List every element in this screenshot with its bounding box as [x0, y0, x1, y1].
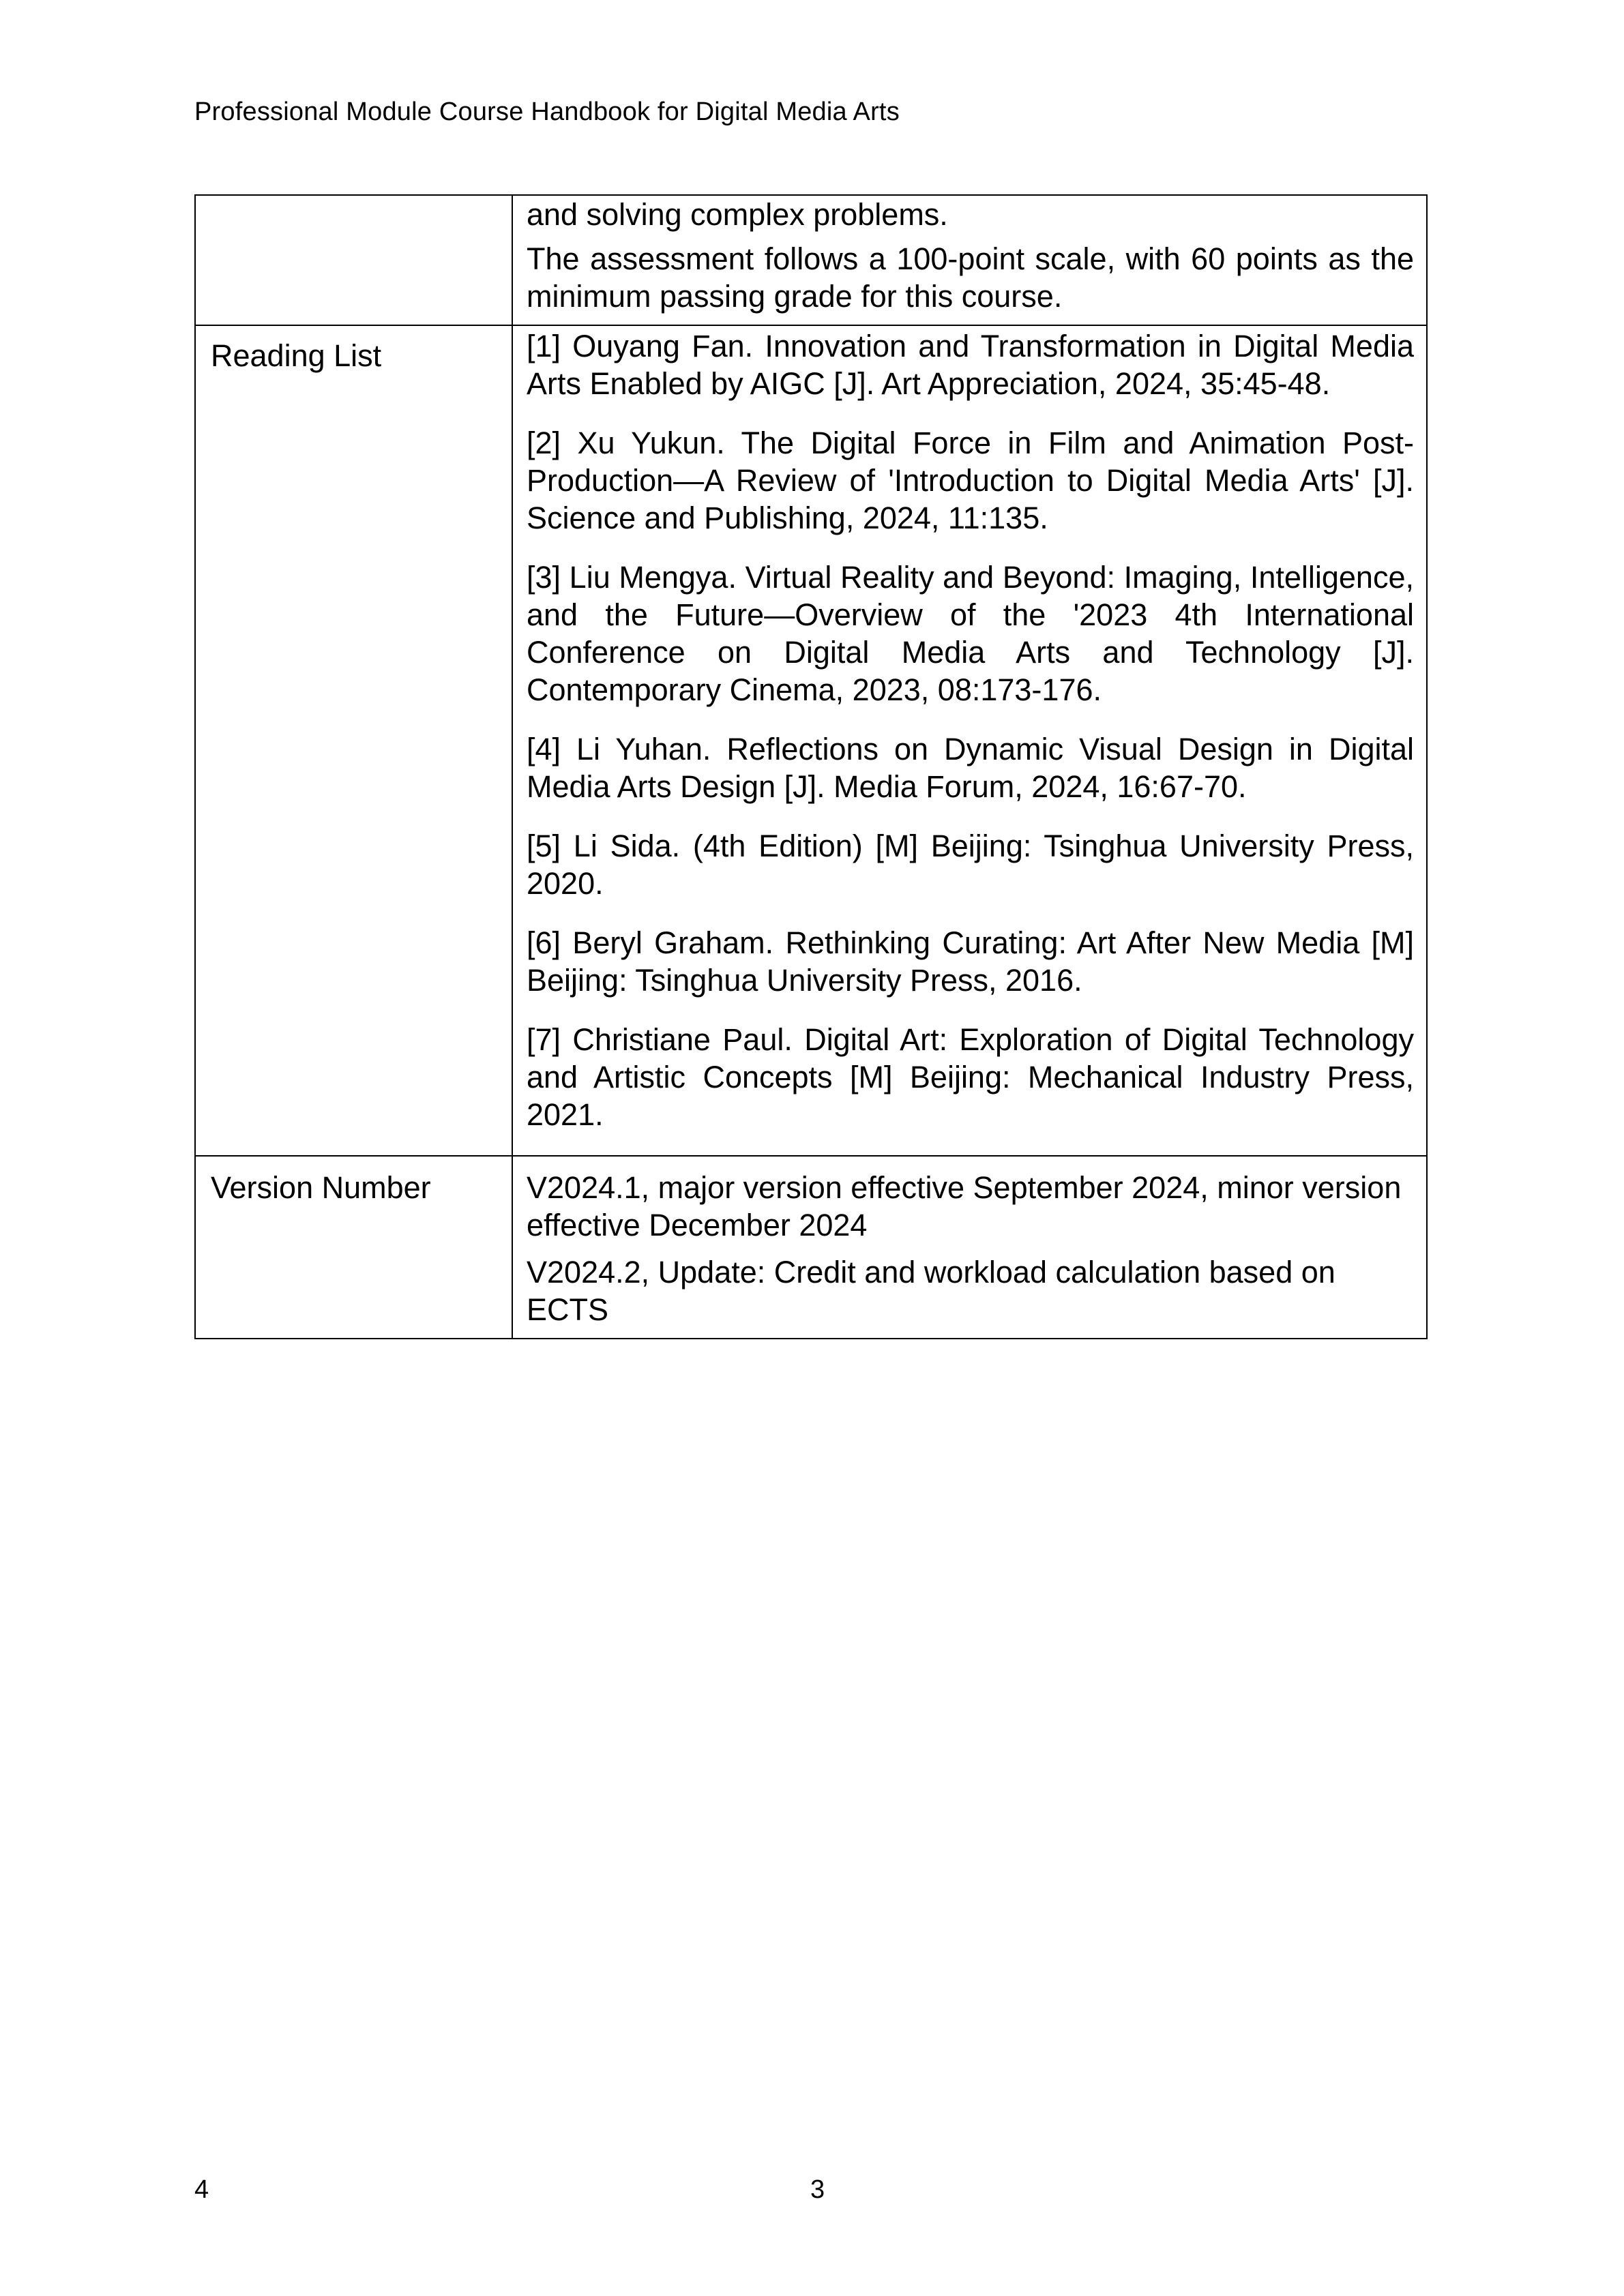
table-row-reading-list: [195, 325, 1427, 1156]
table-row-assessment-continued: [195, 195, 1427, 325]
reading-list-item: [1] Ouyang Fan. Innovation and Transformation in Digital Media Arts Enabled by AIGC [J]. Art Appreciation, 2024, 35:45-48.: [527, 329, 1414, 401]
reading-list-item: [6] Beryl Graham. Rethinking Curating: Art After New Media [M] Beijing: Tsinghua University Press, 2016.: [527, 925, 1414, 998]
row-label-reading-list: Reading List: [195, 325, 512, 1156]
page-header-title: Professional Module Course Handbook for Digital Media Arts: [194, 98, 900, 126]
reading-list-item: [2] Xu Yukun. The Digital Force in Film and Animation Post-Production—A Review of 'Introduction to Digital Media Arts' [J]. Science and Publishing, 2024, 11:135.: [527, 426, 1414, 535]
reading-list-item: [4] Li Yuhan. Reflections on Dynamic Visual Design in Digital Media Arts Design [J]. Media Forum, 2024, 16:67-70.: [527, 732, 1414, 804]
assessment-paragraph: and solving complex problems.: [527, 197, 948, 232]
assessment-text-cell: [512, 195, 1427, 325]
footer-center-page-number: 3: [810, 2175, 825, 2204]
assessment-paragraph: The assessment follows a 100-point scale, with 60 points as the minimum passing grade for this course.: [527, 241, 1414, 314]
version-cell: [512, 1156, 1427, 1339]
reading-list-item: [3] Liu Mengya. Virtual Reality and Beyond: Imaging, Intelligence, and the Future—Overview of the '2023 4th International Conference on Digital Media Arts and Technology [J]. Contemporary Cinema, 2023, 08:173-176.: [527, 560, 1414, 707]
reading-list-item: [5] Li Sida. (4th Edition) [M] Beijing: Tsinghua University Press, 2020.: [527, 829, 1414, 901]
course-info-table: [194, 194, 1428, 1339]
row-label-version-number: Version Number: [195, 1156, 512, 1339]
footer-left-page-number: 4: [194, 2175, 209, 2204]
table-row-version-number: [195, 1156, 1427, 1339]
version-entry: V2024.2, Update: Credit and workload calculation based on ECTS: [527, 1255, 1335, 1327]
reading-list-item: [7] Christiane Paul. Digital Art: Exploration of Digital Technology and Artistic Concepts [M] Beijing: Mechanical Industry Press, 2021.: [527, 1022, 1414, 1132]
version-entry: V2024.1, major version effective September 2024, minor version effective December 2024: [527, 1170, 1402, 1242]
row-label-empty: [195, 195, 512, 325]
reading-list-cell: [512, 325, 1427, 1156]
